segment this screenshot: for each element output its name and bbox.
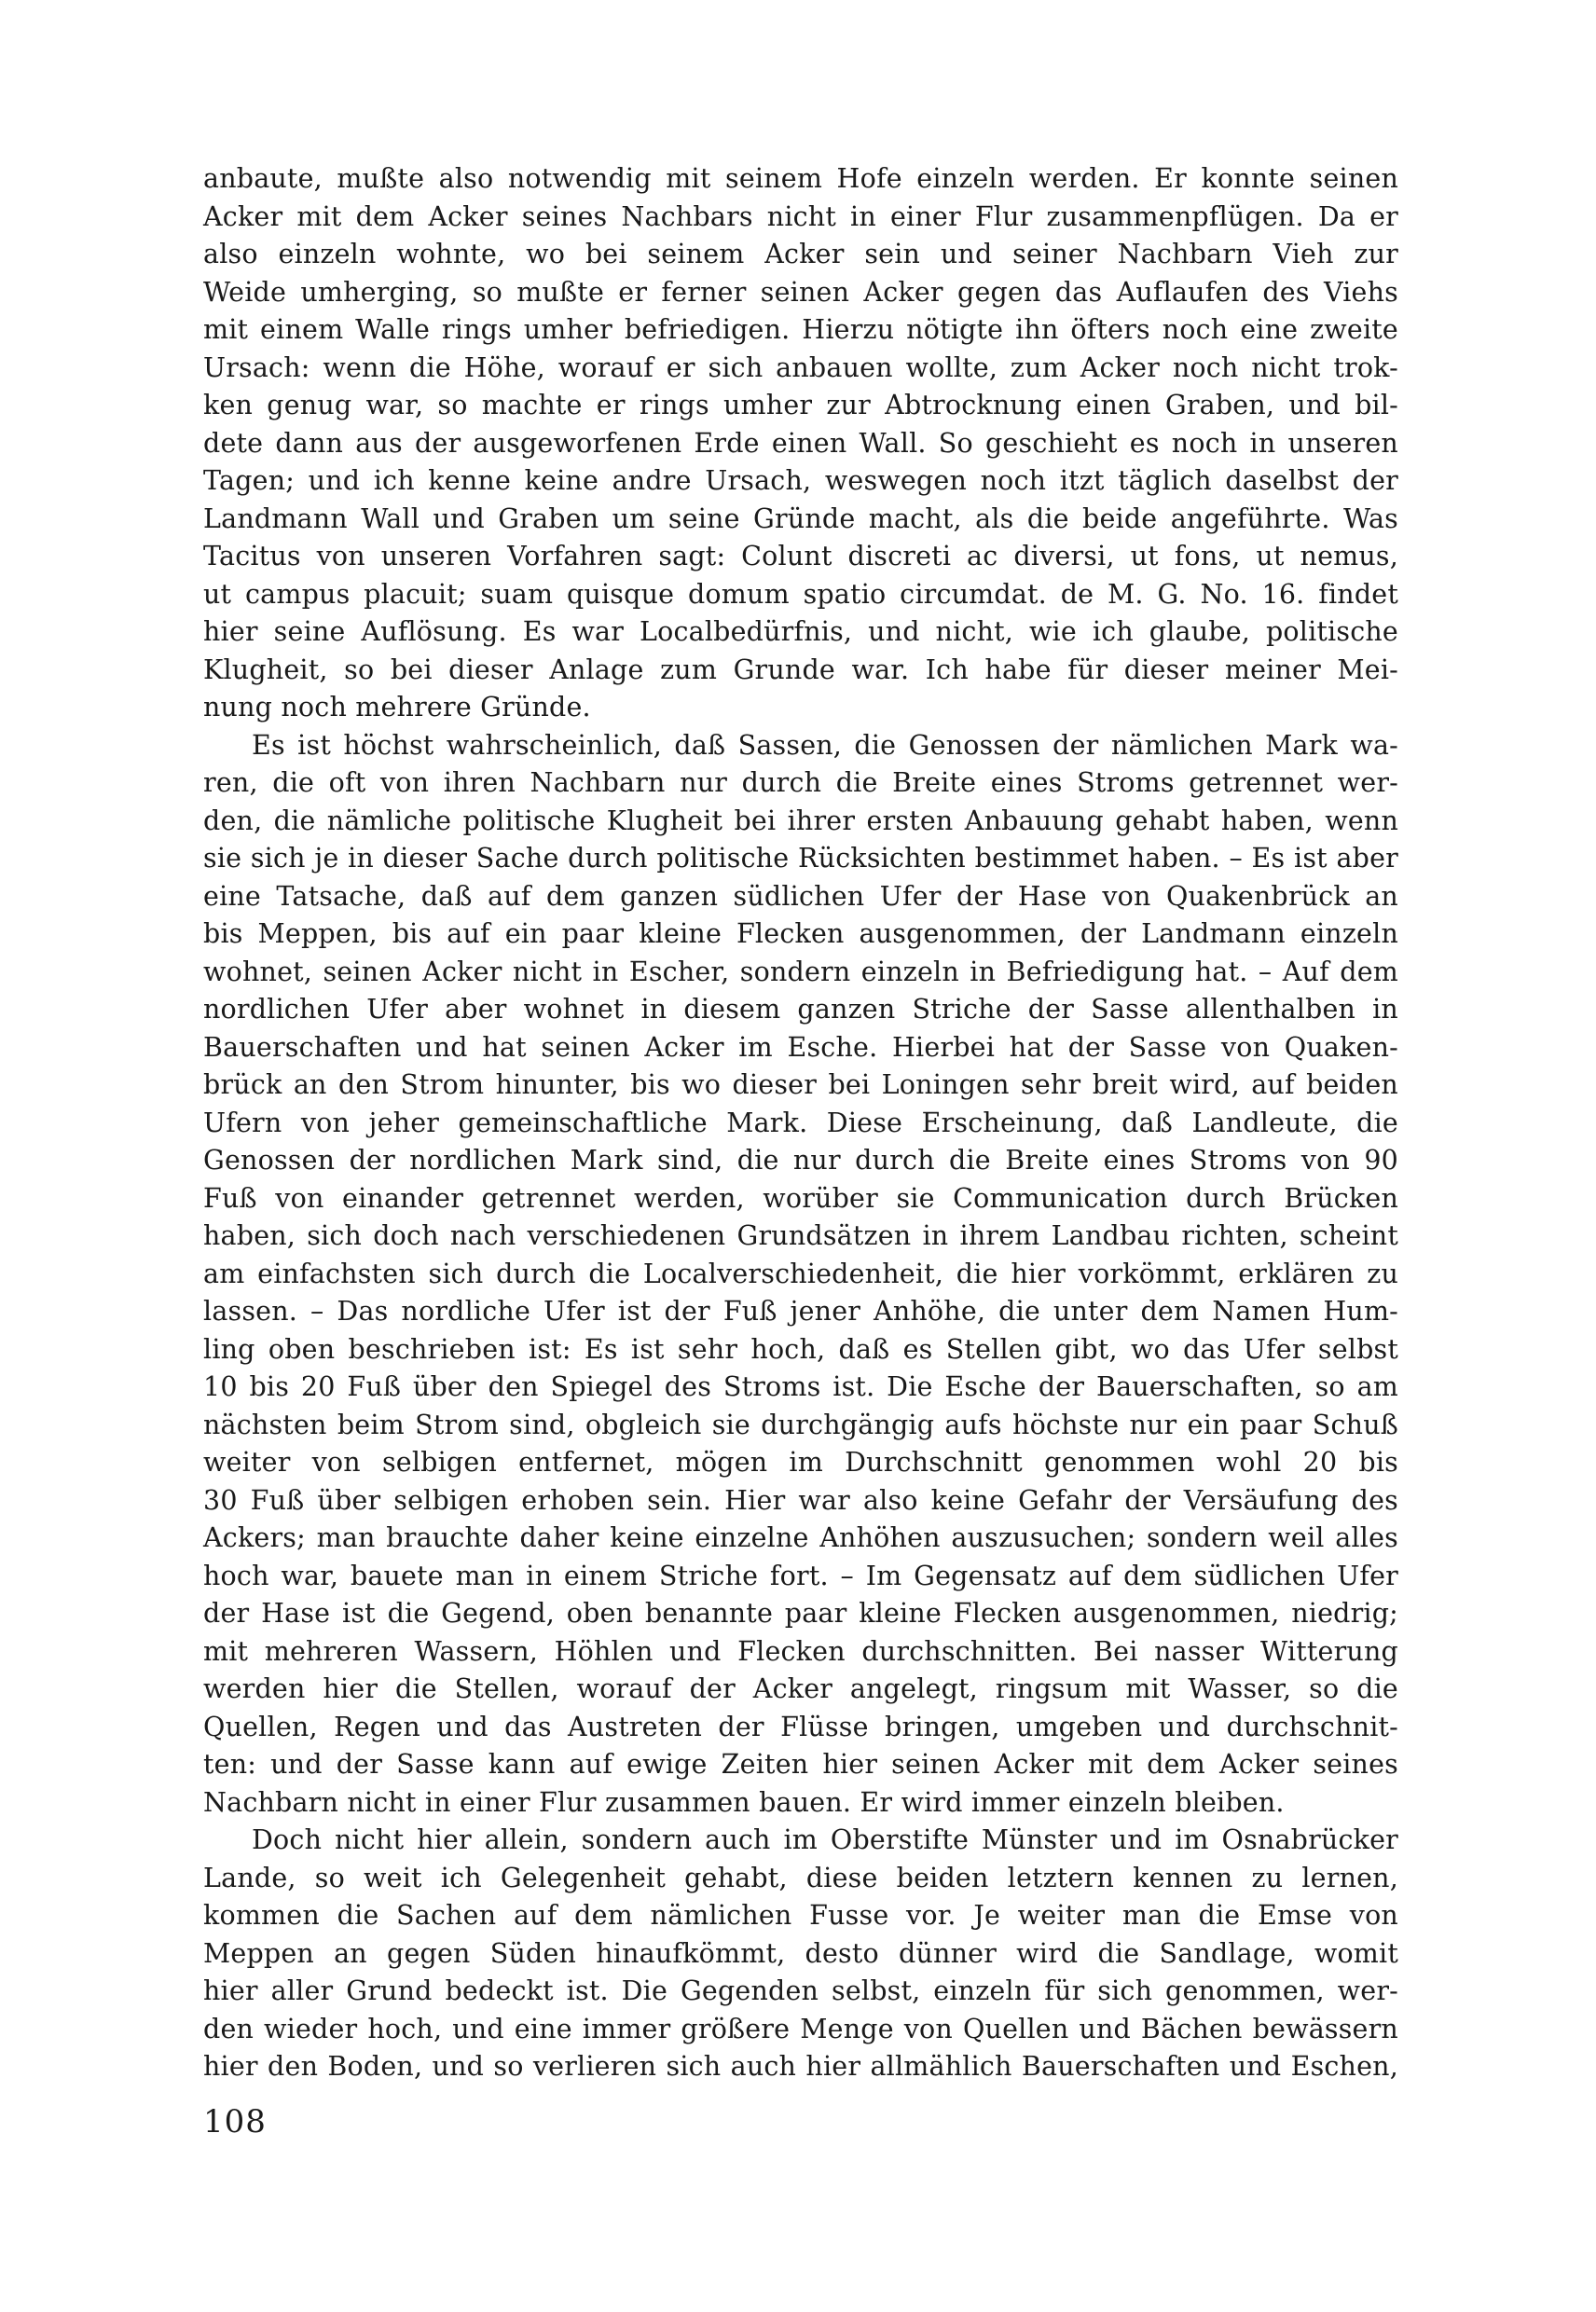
- page-number: 108: [203, 2103, 267, 2140]
- text-line: kommen die Sachen auf dem nämlichen Fusse vor. Je weiter man die Emse von: [203, 1900, 1398, 1931]
- text-line: Meppen an gegen Süden hinaufkömmt, desto dünner wird die Sandlage, womit: [203, 1937, 1398, 1969]
- paragraph: [203, 727, 1398, 1823]
- text-line: nächsten beim Strom sind, obgleich sie durchgängig aufs höchste nur ein paar Schuß: [203, 1409, 1398, 1440]
- text-line: weiter von selbigen entfernet, mögen im Durchschnitt genommen wohl 20 bis: [203, 1447, 1398, 1478]
- text-line: hier aller Grund bedeckt ist. Die Gegenden selbst, einzeln für sich genommen, wer-: [203, 1975, 1398, 2006]
- text-line: Tacitus von unseren Vorfahren sagt: Colunt discreti ac diversi, ut fons, ut nemus,: [203, 541, 1398, 571]
- text-line: Landmann Wall und Graben um seine Gründe macht, als die beide angeführte. Was: [203, 502, 1398, 534]
- paragraph: [203, 160, 1398, 727]
- text-line: werden hier die Stellen, worauf der Acker angelegt, ringsum mit Wasser, so die: [203, 1673, 1398, 1704]
- paragraph: [203, 1822, 1398, 2086]
- text-line: 10 bis 20 Fuß über den Spiegel des Stroms ist. Die Esche der Bauerschaften, so am: [203, 1371, 1398, 1402]
- text-line: Acker mit dem Acker seines Nachbars nicht in einer Flur zusammenpflügen. Da er: [203, 200, 1398, 232]
- text-line: brück an den Strom hinunter, bis wo dieser bei Loningen sehr breit wird, auf beiden: [203, 1069, 1398, 1100]
- text-line: den wieder hoch, und eine immer größere Menge von Quellen und Bächen bewässern: [203, 2013, 1398, 2044]
- text-line: Doch nicht hier allein, sondern auch im Oberstifte Münster und im Osnabrücker: [252, 1824, 1398, 1855]
- text-line: Fuß von einander getrennet werden, worüber sie Communication durch Brücken: [203, 1182, 1398, 1214]
- text-line: haben, sich doch nach verschiedenen Grundsätzen in ihrem Landbau richten, scheint: [203, 1220, 1398, 1251]
- text-line: Es ist höchst wahrscheinlich, daß Sassen, die Genossen der nämlichen Mark wa-: [252, 729, 1398, 761]
- text-line: nung noch mehrere Gründe.: [203, 692, 591, 722]
- text-line: Genossen der nordlichen Mark sind, die nur durch die Breite eines Stroms von 90: [203, 1145, 1398, 1176]
- text-line: Ufern von jeher gemeinschaftliche Mark. Diese Erscheinung, daß Landleute, die: [203, 1107, 1398, 1138]
- body-text: [203, 160, 1398, 2086]
- text-line: Ursach: wenn die Höhe, worauf er sich anbauen wollte, zum Acker noch nicht trok-: [203, 351, 1398, 383]
- text-line: sie sich je in dieser Sache durch politische Rücksichten bestimmet haben. – Es ist aber: [203, 843, 1398, 874]
- text-line: Nachbarn nicht in einer Flur zusammen bauen. Er wird immer einzeln bleiben.: [203, 1786, 1285, 1818]
- text-line: der Hase ist die Gegend, oben benannte paar kleine Flecken ausgenommen, niedrig;: [203, 1598, 1398, 1629]
- text-line: Quellen, Regen und das Austreten der Flüsse bringen, umgeben und durchschnit-: [203, 1711, 1398, 1742]
- text-line: 30 Fuß über selbigen erhoben sein. Hier war also keine Gefahr der Versäufung des: [203, 1484, 1398, 1516]
- text-line: ling oben beschrieben ist: Es ist sehr hoch, daß es Stellen gibt, wo das Ufer selbst: [203, 1333, 1398, 1365]
- text-line: Weide umherging, so mußte er ferner seinen Acker gegen das Auflaufen des Viehs: [203, 276, 1398, 308]
- text-line: bis Meppen, bis auf ein paar kleine Flecken ausgenommen, der Landmann einzeln: [203, 918, 1398, 949]
- text-line: den, die nämliche politische Klugheit bei ihrer ersten Anbauung gehabt haben, wenn: [203, 805, 1398, 836]
- text-line: nordlichen Ufer aber wohnet in diesem ganzen Striche der Sasse allenthalben in: [203, 994, 1398, 1025]
- text-line: Ackers; man brauchte daher keine einzelne Anhöhen auszusuchen; sondern weil alles: [203, 1522, 1398, 1553]
- text-line: Klugheit, so bei dieser Anlage zum Grunde war. Ich habe für dieser meiner Mei-: [203, 654, 1398, 685]
- text-line: dete dann aus der ausgeworfenen Erde einen Wall. So geschieht es noch in unseren: [203, 427, 1398, 459]
- text-line: also einzeln wohnte, wo bei seinem Acker sein und seiner Nachbarn Vieh zur: [203, 239, 1398, 269]
- text-line: hoch war, bauete man in einem Striche fort. – Im Gegensatz auf dem südlichen Ufer: [203, 1560, 1398, 1591]
- text-line: mit einem Walle rings umher befriedigen. Hierzu nötigte ihn öfters noch eine zweite: [203, 314, 1398, 345]
- text-line: Tagen; und ich kenne keine andre Ursach, weswegen noch itzt täglich daselbst der: [203, 465, 1398, 496]
- text-line: ren, die oft von ihren Nachbarn nur durch die Breite eines Stroms getrennet wer-: [203, 767, 1398, 798]
- text-line: ken genug war, so machte er rings umher zur Abtrocknung einen Graben, und bil-: [203, 390, 1398, 420]
- text-line: ten: und der Sasse kann auf ewige Zeiten hier seinen Acker mit dem Acker seines: [203, 1749, 1398, 1780]
- text-line: anbaute, mußte also notwendig mit seinem Hofe einzeln werden. Er konnte seinen: [203, 163, 1398, 194]
- text-line: lassen. – Das nordliche Ufer ist der Fuß jener Anhöhe, die unter dem Namen Hum-: [203, 1296, 1398, 1327]
- text-line: hier den Boden, und so verlieren sich auch hier allmählich Bauerschaften und Eschen,: [203, 2051, 1398, 2082]
- text-line: mit mehreren Wassern, Höhlen und Flecken durchschnitten. Bei nasser Witterung: [203, 1635, 1398, 1667]
- text-line: wohnet, seinen Acker nicht in Escher, sondern einzeln in Befriedigung hat. – Auf dem: [203, 956, 1398, 987]
- text-line: ut campus placuit; suam quisque domum spatio circumdat. de M. G. No. 16. findet: [203, 578, 1398, 610]
- text-line: hier seine Auflösung. Es war Localbedürfnis, und nicht, wie ich glaube, politische: [203, 616, 1398, 647]
- text-line: eine Tatsache, daß auf dem ganzen südlichen Ufer der Hase von Quakenbrück an: [203, 880, 1398, 912]
- text-line: Lande, so weit ich Gelegenheit gehabt, diese beiden letztern kennen zu lernen,: [203, 1862, 1398, 1893]
- text-line: am einfachsten sich durch die Localverschiedenheit, die hier vorkömmt, erklären zu: [203, 1258, 1398, 1289]
- text-line: Bauerschaften und hat seinen Acker im Esche. Hierbei hat der Sasse von Quaken-: [203, 1031, 1398, 1063]
